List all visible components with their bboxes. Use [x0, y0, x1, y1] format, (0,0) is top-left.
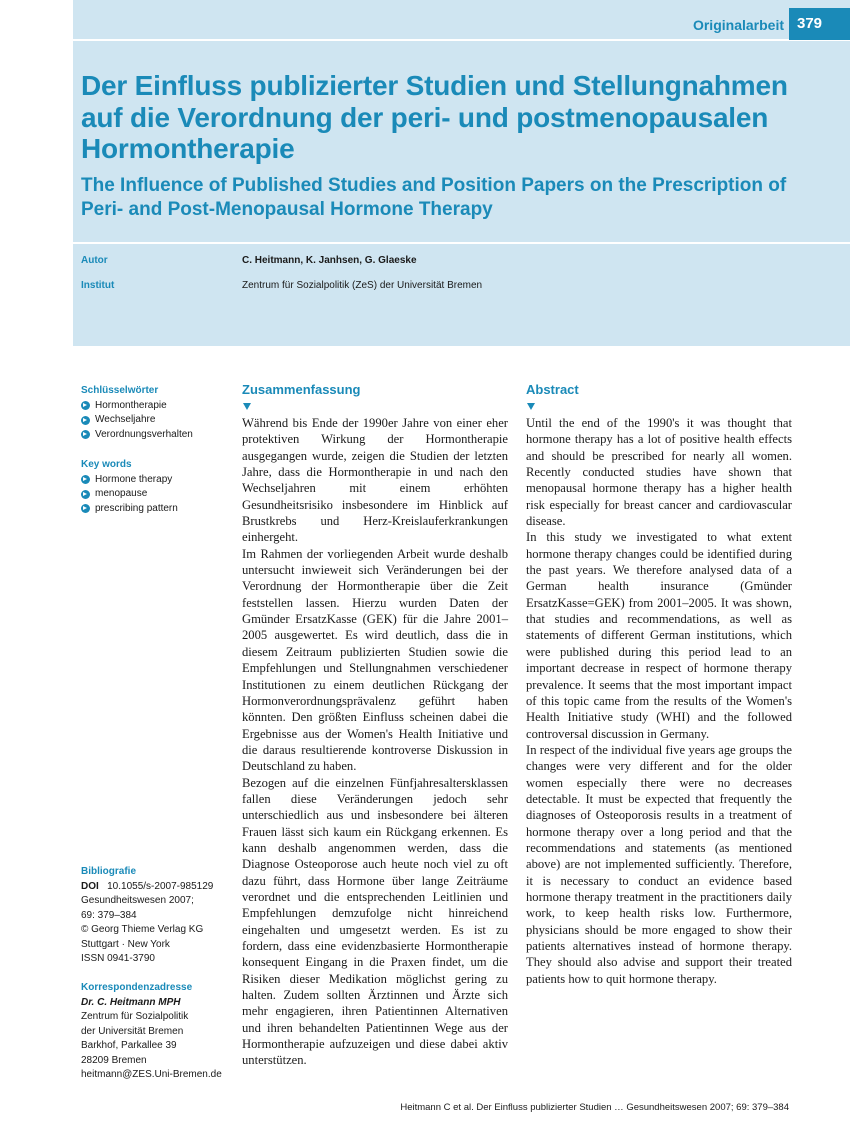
bibliography-line: Gesundheitswesen 2007; [81, 895, 194, 906]
section-label: Originalarbeit [692, 17, 784, 33]
institute-label: Institut [81, 280, 115, 291]
circle-play-icon [81, 416, 90, 425]
author-value: C. Heitmann, K. Janhsen, G. Glaeske [242, 255, 417, 266]
running-footer: Heitmann C et al. Der Einfluss publizierter Studien … Gesundheitswesen 2007; 69: 379–384 [400, 1102, 789, 1113]
circle-play-icon [81, 430, 90, 439]
keywords-english-heading: Key words [81, 459, 132, 470]
keyword-item: Wechseljahre [81, 413, 231, 428]
circle-play-icon [81, 401, 90, 410]
address-line: der Universität Bremen [81, 1025, 184, 1037]
bibliography-heading: Bibliografie [81, 866, 137, 877]
bibliography-line: ISSN 0941-3790 [81, 953, 155, 964]
triangle-down-icon [243, 403, 251, 410]
abstract-text [526, 415, 792, 987]
address-line: Zentrum für Sozialpolitik [81, 1011, 189, 1022]
keyword-item: Verordnungsverhalten [81, 428, 231, 443]
keywords-german-heading: Schlüsselwörter [81, 385, 159, 396]
email-link[interactable]: heitmann@ZES.Uni-Bremen.de [81, 1069, 222, 1080]
keywords-english [81, 458, 231, 516]
paragraph: Bezogen auf die einzelnen Fünfjahresaltersklassen fallen diese Veränderungen jedoch sehr unterschiedlich aus und insbesondere bei älteren Frauen lässt sich kaum ein Rückgang erkennen. Es kann deshalb angenommen werden, dass die Diagnose Osteoporose auch heute noch viel zu oft dazu führt, dass Hormone über lange Zeiträume verordnet und die entsprechenden Leitlinien und Empfehlungen demzufolge nicht hinreichend eingehalten und umgesetzt werden. Es ist zu fordern, dass eine evidenzbasierte Hormontherapie konsequent Eingang in die Praxen findet, um die Risiken dieser Medikation möglichst gering zu halten. Zudem sollten Ärztinnen und Ärzte sich mehr engagieren, ihren Patientinnen Alternativen und ihren behandelten Patientinnen Wege aus der Hormontherapie aufzuzeigen und diese dabei aktiv unterstützen. [242, 775, 508, 1068]
page-number: 379 [789, 8, 850, 40]
zusammenfassung-heading: Zusammenfassung [242, 382, 361, 397]
keyword-item: prescribing pattern [81, 502, 231, 517]
circle-play-icon [81, 490, 90, 499]
header-band [73, 0, 850, 346]
bibliography-line: Stuttgart · New York [81, 938, 170, 950]
address-line: Barkhof, Parkallee 39 [81, 1040, 177, 1051]
keyword-item: Hormontherapie [81, 399, 231, 414]
circle-play-icon [81, 504, 90, 513]
bibliography-line: © Georg Thieme Verlag KG [81, 924, 204, 935]
author-label: Autor [81, 255, 108, 266]
doi-line: DOI 10.1055/s-2007-985129 [81, 880, 214, 892]
bibliography [81, 865, 231, 967]
keyword-item: menopause [81, 487, 231, 502]
institute-value: Zentrum für Sozialpolitik (ZeS) der Universität Bremen [242, 280, 483, 291]
paragraph: Until the end of the 1990's it was thought that hormone therapy has a lot of positive health effects and should be prescribed for nearly all women. Recently conducted studies have shown that menopausal hormone therapy has a higher health risk especially for breast cancer and cardiovascular disease. [526, 416, 792, 529]
paragraph: In this study we investigated to what extent hormone therapy changes could be identified during the past years. We therefore analysed data of a German health insurance (Gmünder ErsatzKasse=GEK) from 2001–2005. It was shown, that studies and recommendations, as well as statements of different German institutions, which were published during this period lead to an important decrease in respect of hormone therapy prevalence. It seems that the most important impact of this topic came from the results of the Women's Health Initiative study (WHI) and the followed controversal discussion in Germany. [526, 530, 792, 741]
paragraph: Während bis Ende der 1990er Jahre von einer eher protektiven Wirkung der Hormontherapie ausgegangen wurde, zeigen die Studien der letzten Jahre, dass die Hormontherapie in und nach den Wechseljahren mit einem erhöhten Gesundheitsrisiko insbesondere im Hinblick auf Brustkrebs und Herz-Kreislauferkrankungen einhergeht. [242, 416, 508, 545]
circle-play-icon [81, 475, 90, 484]
correspondence-name: Dr. C. Heitmann MPH [81, 996, 181, 1008]
correspondence [81, 981, 231, 1083]
header-divider-bottom [73, 242, 850, 244]
paragraph: Im Rahmen der vorliegenden Arbeit wurde deshalb untersucht inwieweit sich Veränderungen bei der Verordnung der Hormontherapie über die Zeit feststellen lassen. Hierzu wurden Daten der Gmünder ErsatzKasse (GEK) für die Jahre 2001–2005 ausgewertet. Es wird deutlich, dass die in diesem Zeitraum publizierten Studien sowie die Empfehlungen und Stellungnahmen verschiedener Institutionen zu einem deutlichen Rückgang der Hormonverordnungsprävalenz geführt haben könnten. Den größten Einfluss scheinen dabei die Ergebnisse aus der Women's Health Initiative und die daraus resultierende kontroverse Diskussion in Deutschland zu haben. [242, 546, 508, 774]
correspondence-heading: Korrespondenzadresse [81, 982, 193, 993]
zusammenfassung-text [242, 415, 508, 1069]
title-german: Der Einfluss publizierter Studien und Stellungnahmen auf die Verordnung der peri- und postmenopausalen Hormontherapie [81, 70, 788, 164]
address-line: 28209 Bremen [81, 1054, 147, 1066]
paragraph: In respect of the individual five years age groups the changes were very different and for the older women especially there were no decreases detectable. It must be expected that frequently the diagnoses of Osteoporosis results in a treatment of hormone therapy over a long period and that the recommendations and statements (as mentioned above) are not implemented sufficiently. Therefore, it is necessary to conduct an evidence based hormone therapy treatment in the practitioners daily work, to keep health risks low. Furthermore, physicians should be more engaged to show their patients alternatives instead of hormone therapy. They should also advise and support their treated patients how to quit hormone therapy. [526, 742, 792, 986]
triangle-down-icon [527, 403, 535, 410]
bibliography-line: 69: 379–384 [81, 909, 137, 921]
header-divider-top [73, 39, 850, 41]
abstract-heading: Abstract [526, 382, 579, 397]
title-english: The Influence of Published Studies and Position Papers on the Prescription of Peri- and Post-Menopausal Hormone Therapy [81, 175, 787, 220]
keywords-german [81, 384, 231, 442]
keyword-item: Hormone therapy [81, 473, 231, 488]
